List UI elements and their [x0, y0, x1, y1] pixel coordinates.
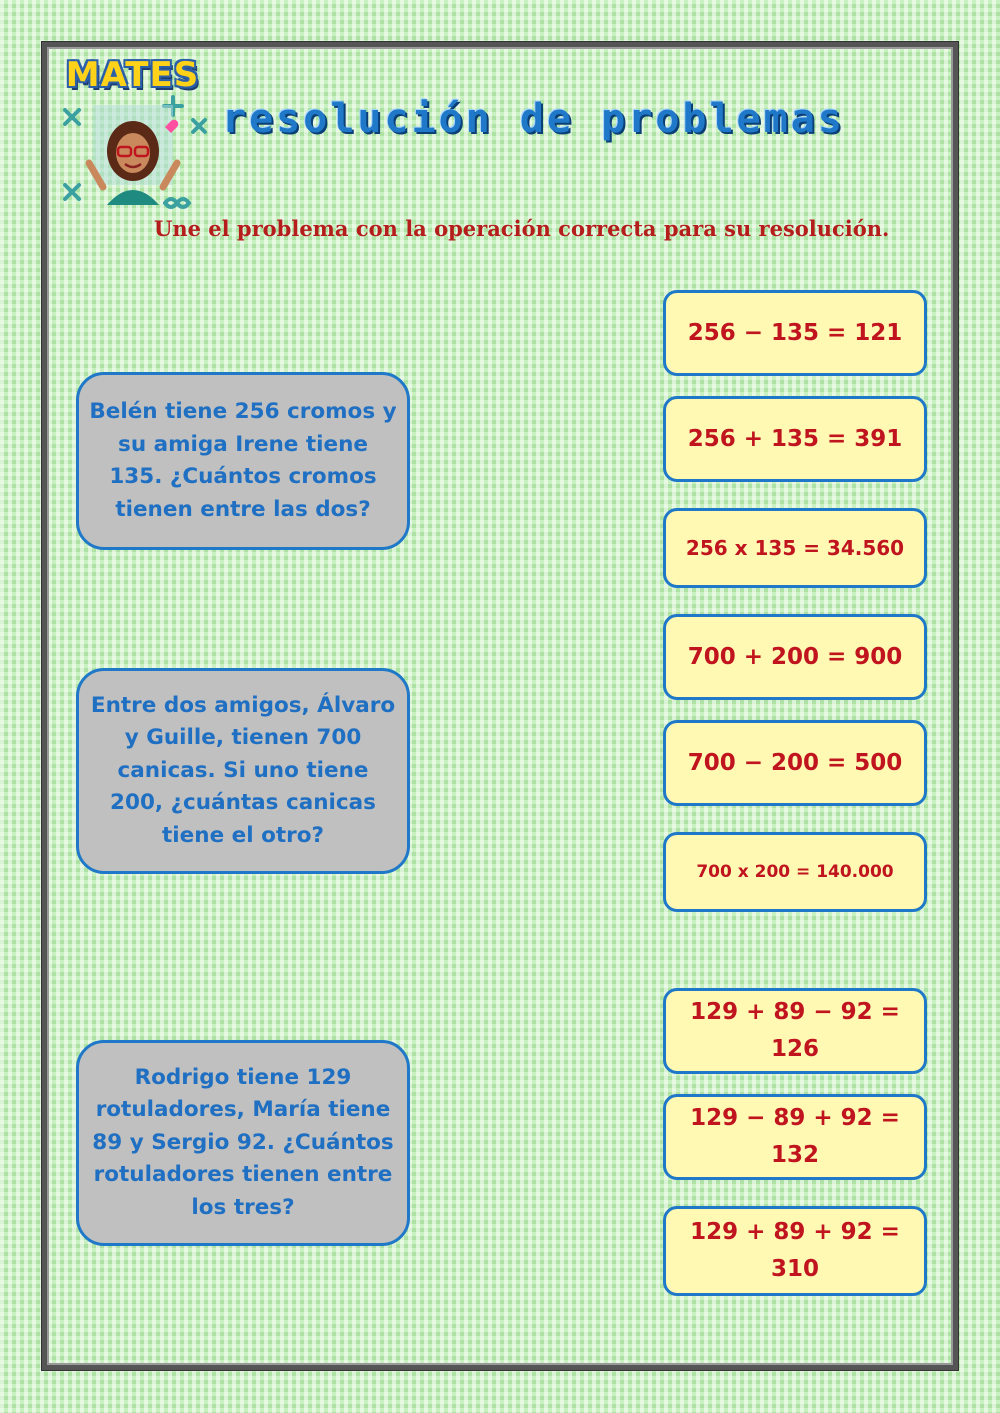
answer-card[interactable]	[663, 832, 927, 912]
answer-card[interactable]	[663, 1206, 927, 1296]
answer-text: 129 − 89 + 92 = 132	[690, 1105, 900, 1168]
answer-card[interactable]	[663, 988, 927, 1074]
problem-card[interactable]	[76, 372, 410, 550]
answer-text: 129 + 89 − 92 = 126	[690, 999, 900, 1062]
problem-text: Rodrigo tiene 129 rotuladores, María tiene 89 y Sergio 92. ¿Cuántos rotuladores tienen entre los tres?	[92, 1064, 394, 1220]
mates-logo	[55, 55, 215, 215]
answer-card[interactable]	[663, 720, 927, 806]
answer-card[interactable]	[663, 614, 927, 700]
answer-text: 256 + 135 = 391	[687, 425, 903, 452]
logo-text: MATES	[65, 55, 200, 95]
answer-card[interactable]	[663, 508, 927, 588]
answer-card[interactable]	[663, 396, 927, 482]
answer-text: 700 x 200 = 140.000	[696, 861, 894, 882]
problem-card[interactable]	[76, 1040, 410, 1246]
answer-text: 129 + 89 + 92 = 310	[690, 1219, 900, 1282]
answer-text: 700 + 200 = 900	[687, 643, 903, 670]
answer-text: 256 x 135 = 34.560	[685, 535, 905, 560]
answer-card[interactable]	[663, 1094, 927, 1180]
problem-card[interactable]	[76, 668, 410, 874]
page-title: resolución de problemas	[222, 96, 845, 142]
teacher-avatar-icon	[55, 55, 215, 215]
problem-text: Entre dos amigos, Álvaro y Guille, tienen 700 canicas. Si uno tiene 200, ¿cuántas canicas tiene el otro?	[90, 692, 396, 848]
problem-text: Belén tiene 256 cromos y su amiga Irene tiene 135. ¿Cuántos cromos tienen entre las dos?	[89, 399, 397, 522]
instruction-text: Une el problema con la operación correcta para su resolución.	[154, 216, 890, 241]
answer-text: 256 − 135 = 121	[687, 319, 903, 346]
answer-text: 700 − 200 = 500	[687, 749, 903, 776]
answer-card[interactable]	[663, 290, 927, 376]
